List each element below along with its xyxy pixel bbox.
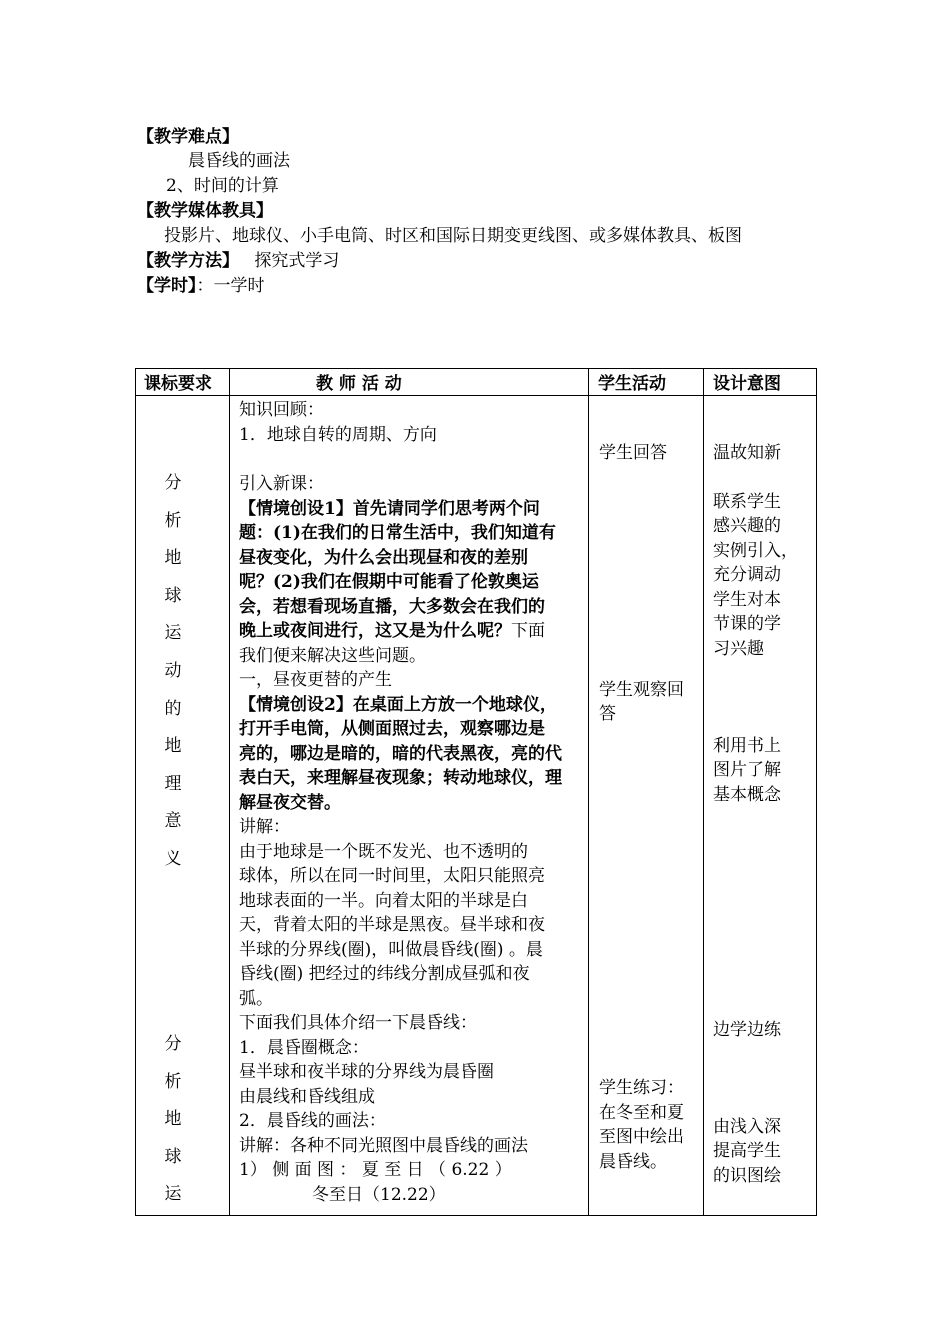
teacher-line: 地球表面的一半。向着太阳的半球是白 (239, 891, 528, 911)
difficulty-item-2: 2、时间的计算 (166, 176, 279, 196)
teacher-line: 会，若想看现场直播，大多数会在我们的 (239, 597, 545, 617)
header-student: 学生活动 (589, 369, 704, 396)
student-text: 学生回答 (599, 443, 667, 463)
difficulty-title: 【教学难点】 (137, 127, 239, 147)
intent-text: 提高学生 (713, 1141, 781, 1161)
header-standard: 课标要求 (136, 369, 230, 396)
teacher-line: 一，昼夜更替的产生 (239, 670, 392, 690)
teacher-line: 1） 侧 面 图 ： 夏 至 日 （ 6.22 ） (239, 1160, 512, 1180)
teacher-line: 知识回顾： (239, 400, 324, 420)
standard-char: 分 (164, 473, 182, 493)
standard-char: 分 (164, 1034, 182, 1054)
hours-title: 【学时】 (137, 276, 197, 296)
standard-cell (136, 396, 230, 1216)
intent-text: 的识图绘 (713, 1166, 781, 1186)
intent-text: 图片了解 (713, 760, 781, 780)
teacher-line: 打开手电筒，从侧面照过去，观察哪边是 (239, 719, 545, 739)
table-row (136, 396, 817, 1216)
standard-char: 意 (164, 811, 182, 832)
student-text: 学生练习： (599, 1078, 684, 1098)
intent-text: 基本概念 (713, 785, 781, 805)
intent-text: 实例引入， (713, 541, 798, 561)
intent-cell (704, 396, 817, 1216)
design-intent (704, 396, 816, 1215)
teacher-line: 天，背着太阳的半球是黑夜。昼半球和夜 (239, 915, 545, 935)
teacher-line: 我们便来解决这些问题。 (239, 646, 426, 666)
media-title: 【教学媒体教具】 (137, 201, 273, 221)
intent-text: 感兴趣的 (713, 516, 781, 536)
teacher-line: 呢？(2)我们在假期中可能看了伦敦奥运 (239, 572, 539, 592)
teacher-line: 昏线(圈) 把经过的纬线分割成昼弧和夜 (239, 964, 530, 984)
header-intent: 设计意图 (704, 369, 817, 396)
teacher-line: 下面我们具体介绍一下晨昏线： (239, 1013, 477, 1033)
standard-char: 义 (164, 849, 182, 869)
student-text: 在冬至和夏 (599, 1103, 684, 1123)
teacher-line: 半球的分界线(圈)，叫做晨昏线(圈) 。晨 (239, 940, 543, 960)
teacher-line: 冬至日（12.22） (312, 1185, 446, 1205)
standard-vertical-text (136, 396, 229, 1215)
method-text: 探究式学习 (254, 251, 340, 271)
intent-text: 温故知新 (713, 443, 781, 463)
standard-char: 地 (164, 1109, 182, 1130)
standard-char: 地 (164, 736, 182, 757)
student-text: 晨昏线。 (599, 1152, 667, 1172)
teacher-line: 昼夜变化，为什么会出现昼和夜的差别 (239, 548, 528, 568)
hours-text: ：一学时 (196, 276, 265, 296)
teacher-line: 讲解： (239, 817, 290, 837)
media-text: 投影片、地球仪、小手电筒、时区和国际日期变更线图、或多媒体教具、板图 (164, 226, 742, 246)
teacher-line: 1．地球自转的周期、方向 (239, 425, 437, 445)
intent-text: 边学边练 (713, 1020, 781, 1040)
teacher-line: 讲解：各种不同光照图中晨昏线的画法 (239, 1136, 528, 1156)
intent-text: 由浅入深 (713, 1117, 781, 1137)
standard-char: 球 (164, 585, 182, 606)
teacher-line: 晚上或夜间进行，这又是为什么呢？下面 (239, 621, 545, 641)
teacher-line: 引入新课： (239, 474, 324, 494)
student-text: 答 (599, 704, 616, 724)
header-teacher: 教 师 活 动 (230, 369, 589, 396)
method-title: 【教学方法】 (137, 251, 239, 271)
teacher-line: 由于地球是一个既不发光、也不透明的 (239, 842, 528, 862)
difficulty-item-1: 晨昏线的画法 (188, 151, 290, 171)
hours-row (137, 274, 265, 298)
lesson-table (135, 368, 817, 1216)
standard-char: 球 (164, 1146, 182, 1167)
standard-char: 运 (164, 623, 182, 644)
table-header-row (136, 369, 817, 396)
student-text: 学生观察回 (599, 680, 684, 700)
teacher-line: 球体，所以在同一时间里，太阳只能照亮 (239, 866, 545, 886)
teacher-line: 【情境创设2】在桌面上方放一个地球仪， (239, 695, 557, 715)
standard-char: 地 (164, 548, 182, 569)
teacher-activity (230, 396, 588, 1215)
standard-char: 理 (164, 773, 182, 794)
intent-text: 利用书上 (713, 736, 781, 756)
student-activity (589, 396, 703, 1215)
teacher-line: 表白天，来理解昼夜现象；转动地球仪，理 (239, 768, 562, 788)
teacher-line: 弧。 (239, 989, 273, 1009)
student-cell (589, 396, 704, 1216)
intent-text: 充分调动 (713, 565, 781, 585)
teacher-line: 1．晨昏圈概念： (239, 1038, 369, 1058)
intent-text: 节课的学 (713, 614, 781, 634)
teacher-cell (230, 396, 589, 1216)
standard-char: 运 (164, 1184, 182, 1205)
standard-char: 析 (164, 1071, 182, 1092)
teacher-line: 解昼夜交替。 (239, 793, 341, 813)
teacher-line: 题：(1)在我们的日常生活中，我们知道有 (239, 523, 556, 543)
intent-text: 学生对本 (713, 590, 781, 610)
method-row (137, 249, 339, 273)
teacher-line: 由晨线和昏线组成 (239, 1087, 375, 1107)
intent-text: 习兴趣 (713, 639, 764, 659)
standard-char: 动 (164, 661, 182, 681)
standard-char: 析 (164, 510, 182, 531)
standard-char: 的 (164, 698, 182, 719)
teacher-line: 2．晨昏线的画法： (239, 1111, 386, 1131)
intent-text: 联系学生 (713, 492, 781, 512)
teacher-line: 昼半球和夜半球的分界线为晨昏圈 (239, 1062, 494, 1082)
student-text: 至图中绘出 (599, 1127, 684, 1147)
teacher-line: 【情境创设1】首先请同学们思考两个问 (239, 499, 540, 519)
teacher-line: 亮的，哪边是暗的，暗的代表黑夜，亮的代 (239, 744, 562, 764)
